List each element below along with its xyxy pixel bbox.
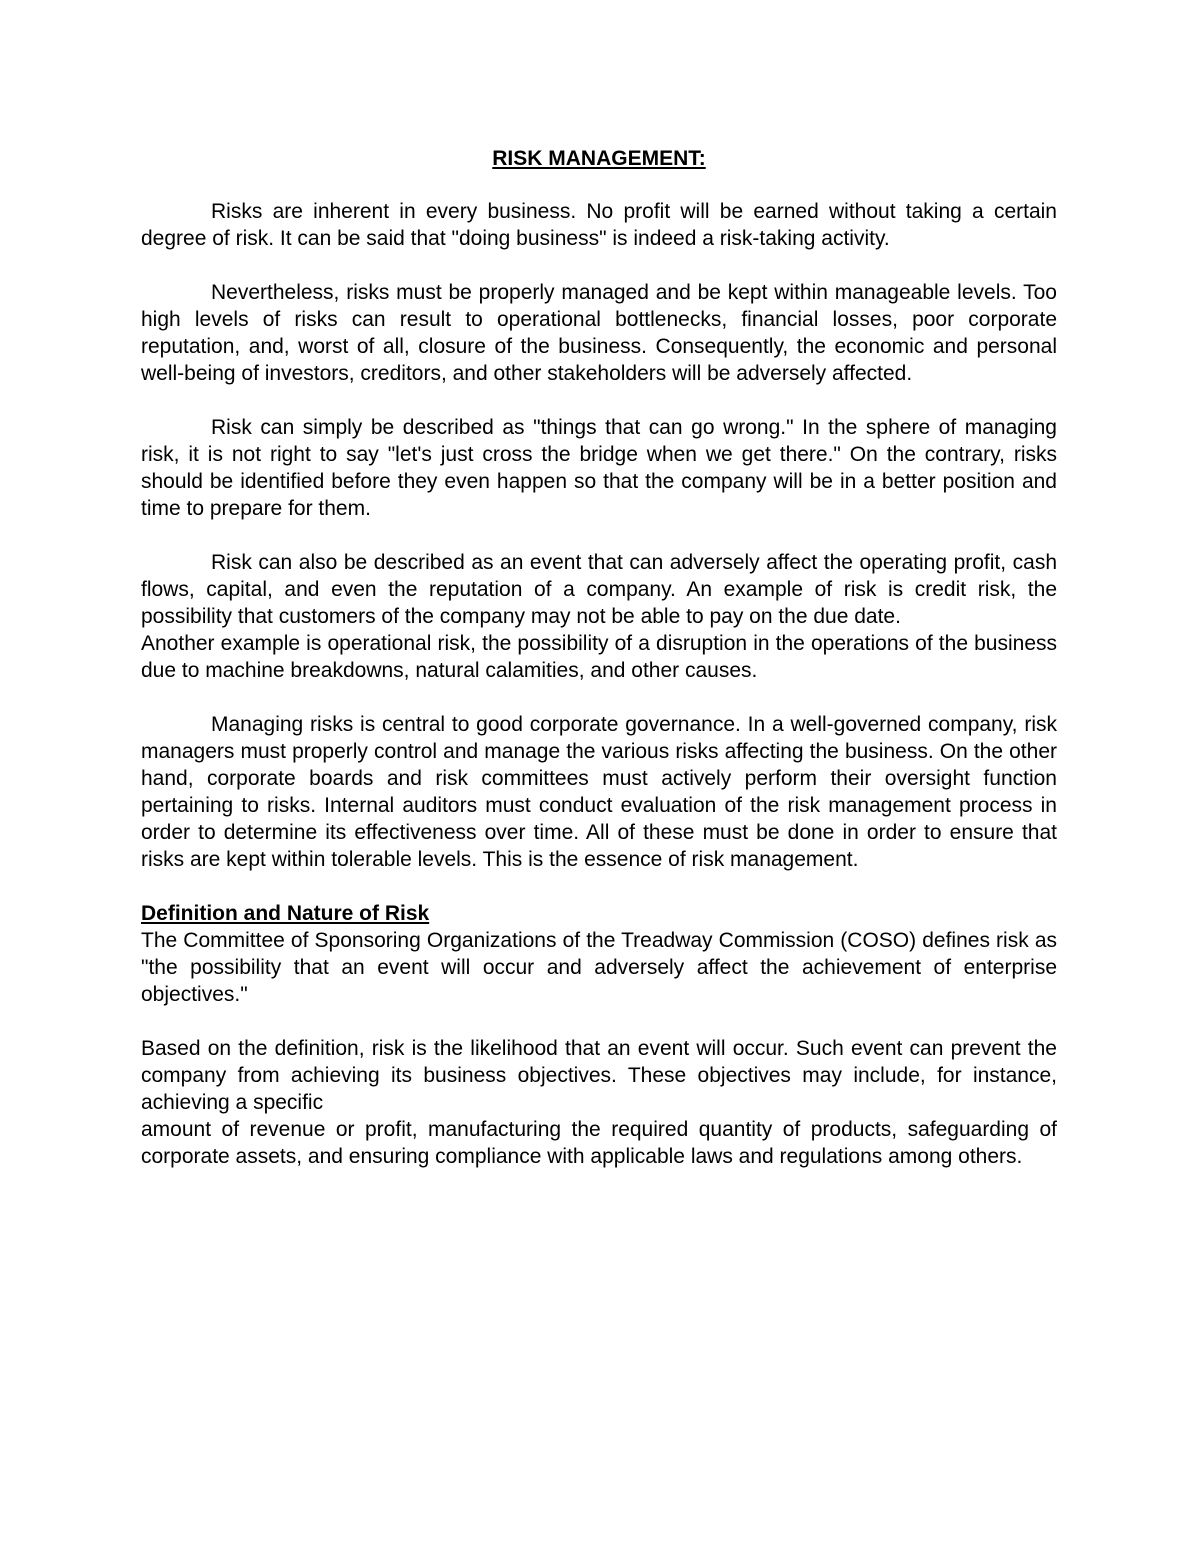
paragraph-inherent-risks: Risks are inherent in every business. No profit will be earned without taking a certain degree of risk. It can be said that "doing business" is indeed a risk-taking activity. xyxy=(141,200,1057,250)
section-heading: Definition and Nature of Risk xyxy=(141,902,430,925)
paragraph-objectives: amount of revenue or profit, manufacturing the required quantity of products, safeguarding of corporate assets, and ensuring compliance with applicable laws and regulations among others. xyxy=(141,1118,1057,1168)
paragraph-spacer xyxy=(141,252,1057,279)
paragraph-spacer xyxy=(141,1008,1057,1035)
paragraph-likelihood: Based on the definition, risk is the likelihood that an event will occur. Such event can prevent the company from achieving its business objectives. These objectives may include, for instance, achieving a specific xyxy=(141,1037,1057,1114)
paragraph-managed-risks: Nevertheless, risks must be properly managed and be kept within manageable levels. Too high levels of risks can result to operational bottlenecks, financial losses, poor corporate reputation, and, worst of all, closure of the business. Consequently, the economic and personal well-being of investors, creditors, and other stakeholders will be adversely affected. xyxy=(141,281,1057,385)
paragraph-coso-definition: The Committee of Sponsoring Organizations of the Treadway Commission (COSO) defines risk as "the possibility that an event will occur and adversely affect the achievement of enterprise objectives." xyxy=(141,929,1057,1006)
paragraph-spacer xyxy=(141,684,1057,711)
paragraph-credit-risk: Risk can also be described as an event that can adversely affect the operating profit, cash flows, capital, and even the reputation of a company. An example of risk is credit risk, the possibility that customers of the company may not be able to pay on the due date. xyxy=(141,551,1057,628)
paragraph-things-go-wrong: Risk can simply be described as "things that can go wrong." In the sphere of managing risk, it is not right to say "let's just cross the bridge when we get there." On the contrary, risks should be identified before they even happen so that the company will be in a better position and time to prepare for them. xyxy=(141,416,1057,520)
document-page xyxy=(141,146,1057,1170)
paragraph-spacer xyxy=(141,522,1057,549)
paragraph-governance: Managing risks is central to good corporate governance. In a well-governed company, risk managers must properly control and manage the various risks affecting the business. On the other hand, corporate boards and risk committees must actively perform their oversight function pertaining to risks. Internal auditors must conduct evaluation of the risk management process in order to determine its effectiveness over time. All of these must be done in order to ensure that risks are kept within tolerable levels. This is the essence of risk management. xyxy=(141,713,1057,871)
paragraph-spacer xyxy=(141,387,1057,414)
document-title: RISK MANAGEMENT: xyxy=(492,147,706,170)
paragraph-operational-risk: Another example is operational risk, the possibility of a disruption in the operations of the business due to machine breakdowns, natural calamities, and other causes. xyxy=(141,632,1057,682)
paragraph-spacer xyxy=(141,873,1057,900)
